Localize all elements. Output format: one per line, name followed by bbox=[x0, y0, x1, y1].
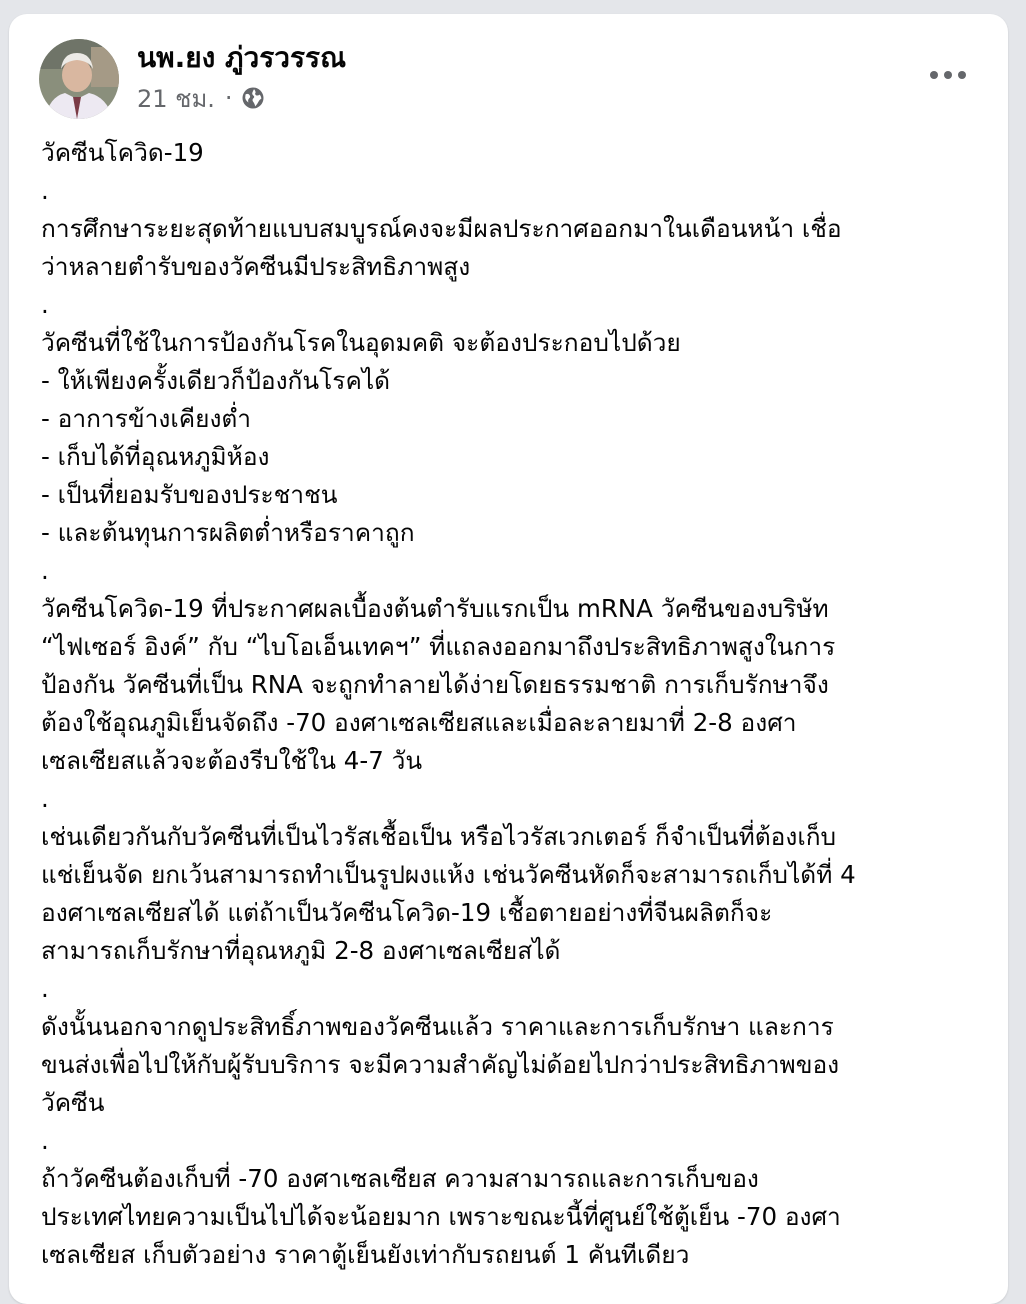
post-text-line: เซลเซียสแล้วจะต้องรีบใช้ใน 4-7 วัน bbox=[41, 746, 423, 775]
post-text-line: . bbox=[41, 784, 49, 813]
post-text-line: วัคซีนโควิด-19 bbox=[41, 138, 204, 167]
post-text-line: สามารถเก็บรักษาที่อุณหภูมิ 2-8 องศาเซลเซียสได้ bbox=[41, 936, 561, 965]
post-text-line: “ไฟเซอร์ อิงค์” กับ “ไบโอเอ็นเทคฯ” ที่แถลงออกมาถึงประสิทธิภาพสูงในการ bbox=[41, 632, 836, 661]
post-text-line: วัคซีน bbox=[41, 1088, 105, 1117]
post-text-line: ประเทศไทยความเป็นไปได้จะน้อยมาก เพราะขณะนี้ที่ศูนย์ใช้ตู้เย็น -70 องศา bbox=[41, 1202, 841, 1231]
post-text-line: . bbox=[41, 290, 49, 319]
post-text-line: เซลเซียส เก็บตัวอย่าง ราคาตู้เย็นยังเท่ากับรถยนต์ 1 คันทีเดียว bbox=[41, 1240, 690, 1269]
post-card bbox=[9, 14, 1008, 1304]
post-text-line: แช่เย็นจัด ยกเว้นสามารถทำเป็นรูปผงแห้ง เช่นวัคซีนหัดก็จะสามารถเก็บได้ที่ 4 bbox=[41, 860, 856, 889]
more-options-icon[interactable] bbox=[922, 58, 974, 92]
post-text-line: - อาการข้างเคียงต่ำ bbox=[41, 404, 252, 433]
author-name[interactable]: นพ.ยง ภู่วรวรรณ bbox=[137, 41, 347, 74]
post-text-line: . bbox=[41, 556, 49, 585]
post-text-line: วัคซีนที่ใช้ในการป้องกันโรคในอุดมคติ จะต้องประกอบไปด้วย bbox=[41, 328, 681, 357]
post-text-line: ถ้าวัคซีนต้องเก็บที่ -70 องศาเซลเซียส ความสามารถและการเก็บของ bbox=[41, 1164, 759, 1193]
post-text-line: ต้องใช้อุณภูมิเย็นจัดถึง -70 องศาเซลเซียสและเมื่อละลายมาที่ 2-8 องศา bbox=[41, 708, 797, 737]
post-text-line: ว่าหลายตำรับของวัคซีนมีประสิทธิภาพสูง bbox=[41, 252, 471, 281]
post-text-line: . bbox=[41, 974, 49, 1003]
post-text-line: ป้องกัน วัคซีนที่เป็น RNA จะถูกทำลายได้ง่ายโดยธรรมชาติ การเก็บรักษาจึง bbox=[41, 670, 829, 699]
post-text-line: ขนส่งเพื่อไปให้กับผู้รับบริการ จะมีความสำคัญไม่ด้อยไปกว่าประสิทธิภาพของ bbox=[41, 1050, 840, 1079]
post-text-line: . bbox=[41, 1126, 49, 1155]
post-text-line: การศึกษาระยะสุดท้ายแบบสมบูรณ์คงจะมีผลประกาศออกมาในเดือนหน้า เชื่อ bbox=[41, 214, 842, 243]
post-text-line: องศาเซลเซียสได้ แต่ถ้าเป็นวัคซีนโควิด-19 เชื้อตายอย่างที่จีนผลิตก็จะ bbox=[41, 898, 773, 927]
post-body bbox=[41, 134, 991, 1274]
post-text-line: - เก็บได้ที่อุณหภูมิห้อง bbox=[41, 442, 270, 471]
post-timestamp[interactable]: 21 ชม. bbox=[137, 84, 215, 113]
post-text-line: - และต้นทุนการผลิตต่ำหรือราคาถูก bbox=[41, 518, 415, 547]
post-text-line: วัคซีนโควิด-19 ที่ประกาศผลเบื้องต้นตำรับแรกเป็น mRNA วัคซีนของบริษัท bbox=[41, 594, 829, 623]
post-text-line: ดังนั้นนอกจากดูประสิทธิ์ภาพของวัคซีนแล้ว ราคาและการเก็บรักษา และการ bbox=[41, 1012, 834, 1041]
post-text-line: . bbox=[41, 176, 49, 205]
post-meta bbox=[137, 82, 265, 114]
globe-icon[interactable] bbox=[241, 86, 265, 110]
post-text-line: - ให้เพียงครั้งเดียวก็ป้องกันโรคได้ bbox=[41, 366, 391, 395]
author-avatar[interactable] bbox=[39, 39, 119, 119]
meta-separator: · bbox=[224, 84, 233, 112]
post-text-line: - เป็นที่ยอมรับของประชาชน bbox=[41, 480, 338, 509]
post-text-line: เช่นเดียวกันกับวัคซีนที่เป็นไวรัสเชื้อเป็น หรือไวรัสเวกเตอร์ ก็จำเป็นที่ต้องเก็บ bbox=[41, 822, 837, 851]
